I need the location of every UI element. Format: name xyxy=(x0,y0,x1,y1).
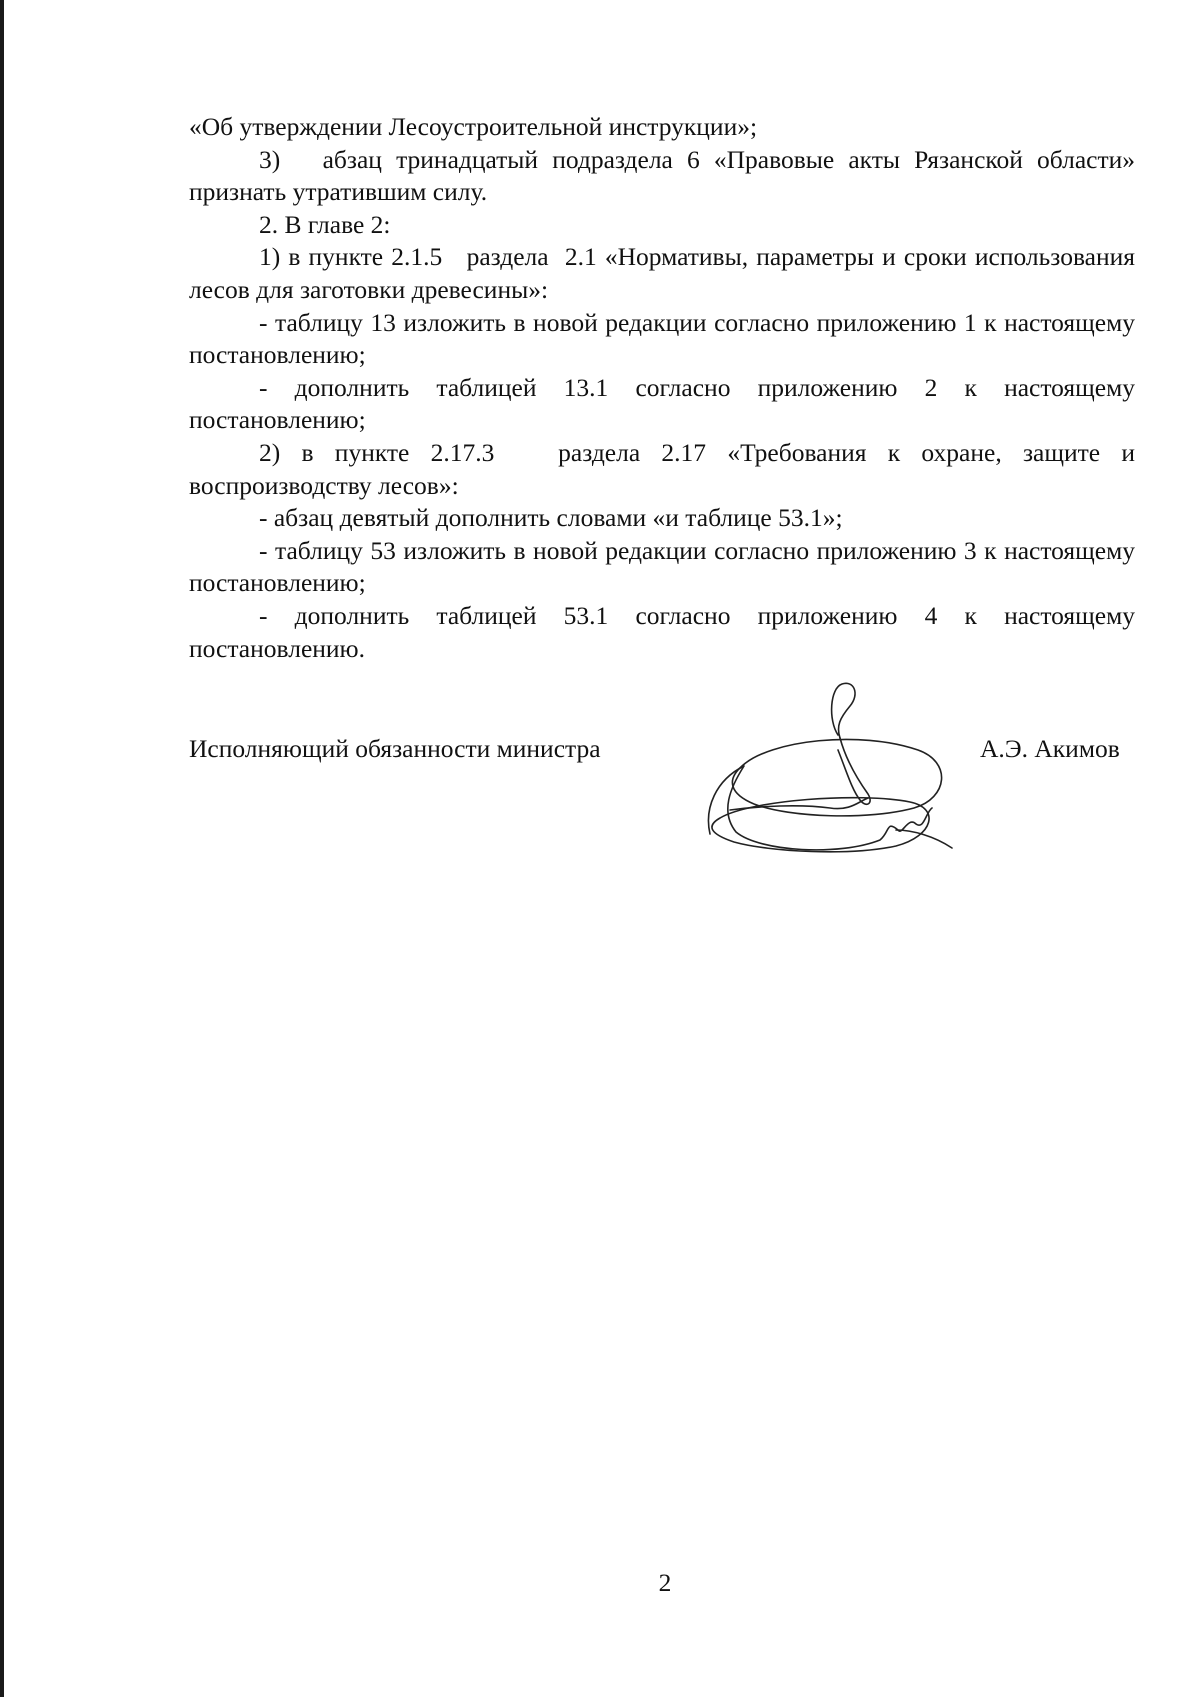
signature-top-loop xyxy=(832,683,855,738)
paragraph: - таблицу 13 изложить в новой редакции согласно приложению 1 к настоящему постановлению; xyxy=(189,307,1135,370)
paragraph: 3) абзац тринадцатый подраздела 6 «Правовые акты Рязанской области» признать утратившим силу. xyxy=(189,144,1135,207)
signatory-position: Исполняющий обязанности министра xyxy=(189,734,601,763)
paragraph: - дополнить таблицей 13.1 согласно приложению 2 к настоящему постановлению; xyxy=(189,372,1135,435)
paragraph: 1) в пункте 2.1.5 раздела 2.1 «Нормативы, параметры и сроки использования лесов для заготовки древесины»: xyxy=(189,242,1135,304)
signatory-name: А.Э. Акимов xyxy=(980,734,1120,763)
paragraph: - таблицу 53 изложить в новой редакции согласно приложению 3 к настоящему постановлению; xyxy=(189,535,1135,598)
page-number: 2 xyxy=(658,1568,672,1597)
paragraph: - абзац девятый дополнить словами «и таблице 53.1»; xyxy=(259,503,843,533)
paragraph: «Об утверждении Лесоустроительной инструкции»; xyxy=(189,112,758,141)
handwritten-signature xyxy=(690,680,960,870)
signature-stem xyxy=(838,738,870,804)
page-edge xyxy=(0,0,4,1697)
signature-tail xyxy=(896,830,952,848)
paragraph: - дополнить таблицей 53.1 согласно приложению 4 к настоящему постановлению. xyxy=(189,600,1135,663)
document-body xyxy=(189,111,1135,665)
paragraph: 2) в пункте 2.17.3 раздела 2.17 «Требования к охране, защите и воспроизводству лесов»: xyxy=(189,437,1135,500)
signature-lower-oval xyxy=(712,798,929,852)
paragraph: 2. В главе 2: xyxy=(259,209,391,239)
